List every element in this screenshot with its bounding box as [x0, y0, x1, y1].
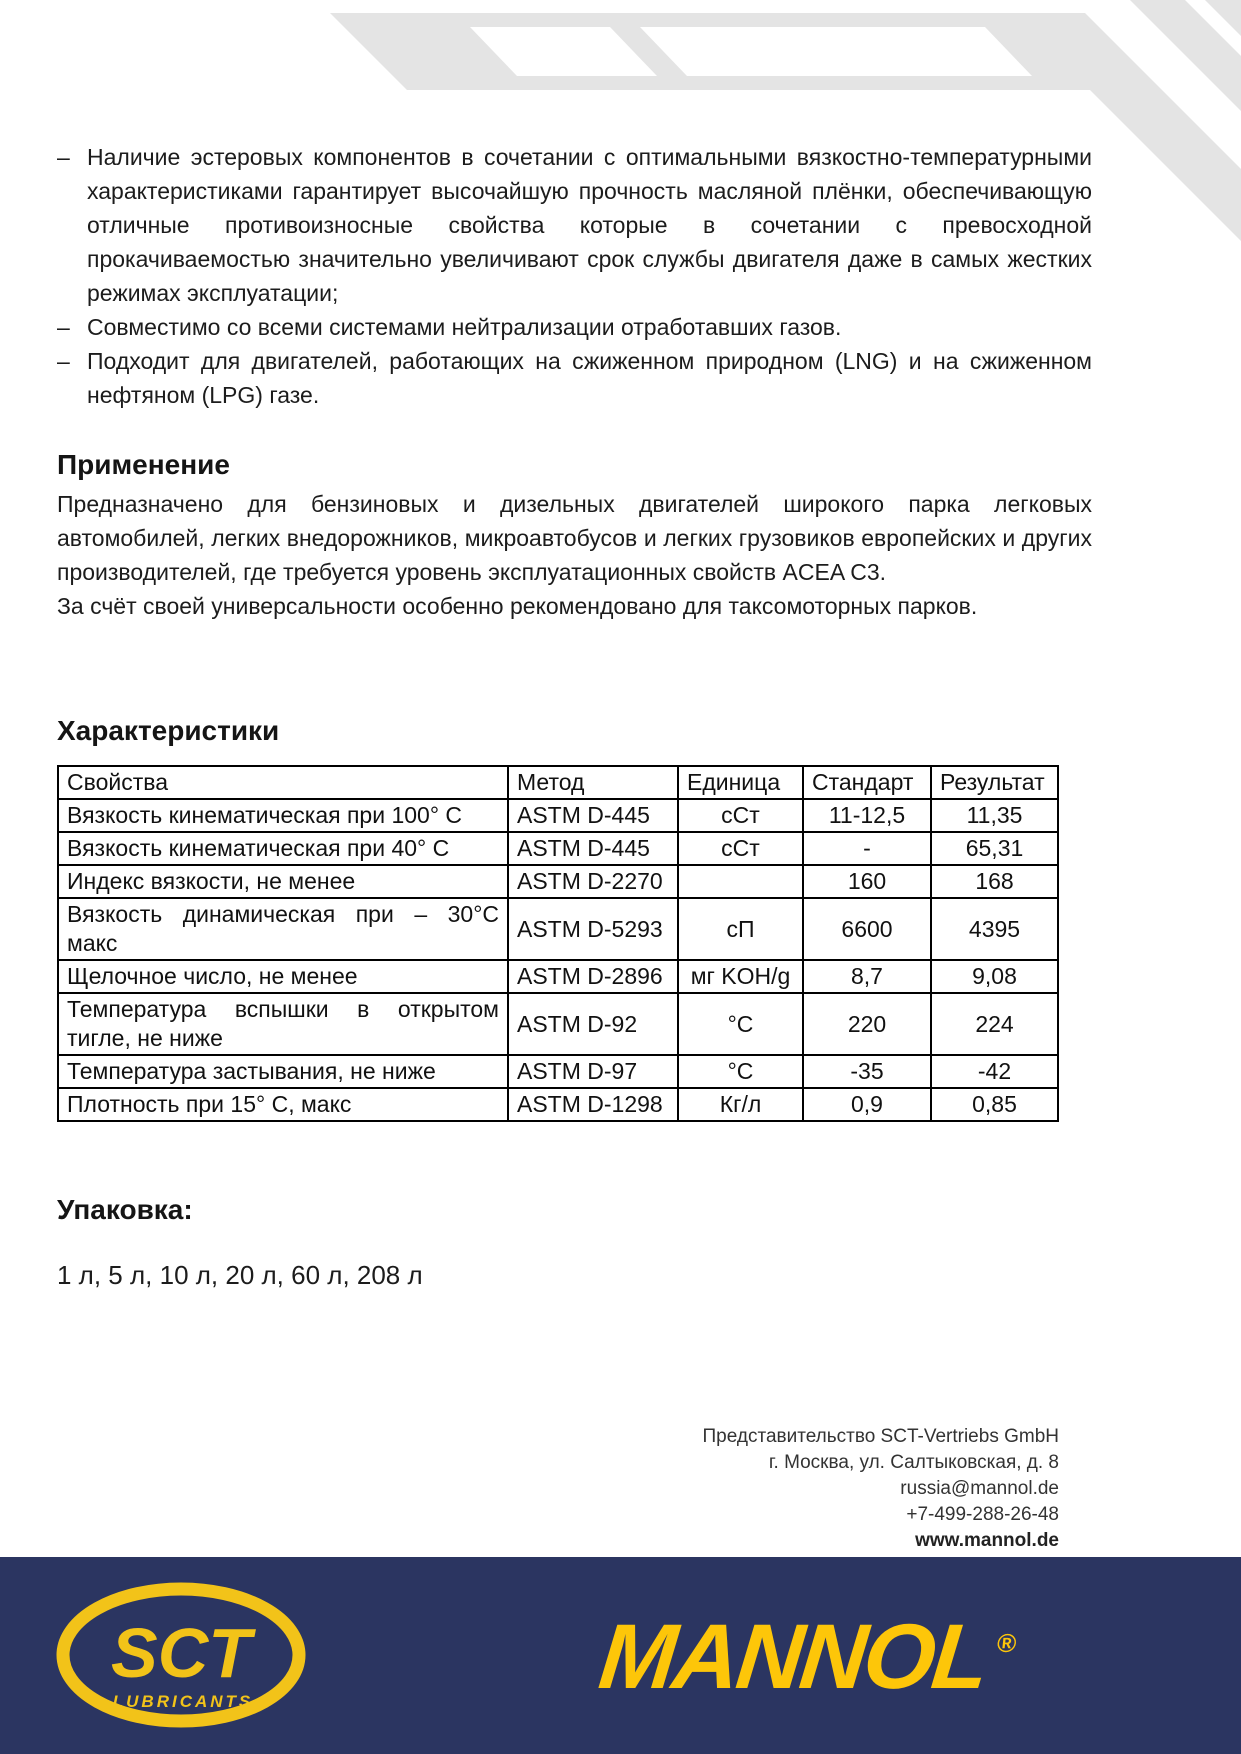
- phone-line: +7-499-288-26-48: [906, 1504, 1059, 1525]
- unit-cell: сП: [678, 898, 803, 960]
- standard-cell: 0,9: [803, 1088, 931, 1121]
- table-row: [58, 1088, 1058, 1121]
- unit-cell: [678, 865, 803, 898]
- property-cell: Температура застывания, не ниже: [58, 1055, 508, 1088]
- column-header: Метод: [508, 766, 678, 799]
- result-cell: 168: [931, 865, 1058, 898]
- website-line: www.mannol.de: [915, 1530, 1059, 1551]
- mannol-logo: [594, 1605, 1020, 1710]
- method-cell: ASTM D-92: [508, 993, 678, 1055]
- column-header: Единица: [678, 766, 803, 799]
- table-row: [58, 799, 1058, 832]
- list-item: [57, 310, 1092, 344]
- unit-cell: °C: [678, 993, 803, 1055]
- list-item: [57, 140, 1092, 310]
- standard-cell: 160: [803, 865, 931, 898]
- table-row: [58, 1055, 1058, 1088]
- property-cell: Вязкость кинематическая при 40° C: [58, 832, 508, 865]
- result-cell: -42: [931, 1055, 1058, 1088]
- bullet-dash: –: [57, 144, 70, 170]
- table-row: [58, 993, 1058, 1055]
- contact-block: [703, 1424, 1060, 1554]
- property-cell: Щелочное число, не менее: [58, 960, 508, 993]
- result-cell: 224: [931, 993, 1058, 1055]
- mannol-logo-text: MANNOL: [594, 1606, 992, 1708]
- unit-cell: сСт: [678, 799, 803, 832]
- table-row: [58, 898, 1058, 960]
- packaging-heading: Упаковка:: [57, 1194, 193, 1225]
- standard-cell: -: [803, 832, 931, 865]
- packaging-sizes: 1 л, 5 л, 10 л, 20 л, 60 л, 208 л: [57, 1260, 423, 1290]
- company-line: Представительство SCT-Vertriebs GmbH: [702, 1426, 1059, 1447]
- list-item: [57, 344, 1092, 412]
- application-heading: Применение: [57, 449, 230, 480]
- application-paragraph: Предназначено для бензиновых и дизельных двигателей широкого парка легковых автомобилей, легких внедорожников, микроавтобусов и легких грузовиков европейских и других производителей, где требуется уровень эксплуатационных свойств ACEA C3.: [57, 491, 1092, 585]
- property-cell: Температура вспышки в открытом тигле, не ниже: [58, 993, 508, 1055]
- method-cell: ASTM D-2896: [508, 960, 678, 993]
- result-cell: 4395: [931, 898, 1058, 960]
- standard-cell: -35: [803, 1055, 931, 1088]
- result-cell: 0,85: [931, 1088, 1058, 1121]
- sct-lubricants-logo: [52, 1581, 310, 1733]
- characteristics-heading: Характеристики: [57, 715, 280, 746]
- method-cell: ASTM D-5293: [508, 898, 678, 960]
- feature-list: [57, 140, 1092, 412]
- address-line: г. Москва, ул. Салтыковская, д. 8: [768, 1452, 1059, 1473]
- method-cell: ASTM D-445: [508, 799, 678, 832]
- standard-cell: 6600: [803, 898, 931, 960]
- unit-cell: сСт: [678, 832, 803, 865]
- method-cell: ASTM D-1298: [508, 1088, 678, 1121]
- sct-logo-text: SCT: [111, 1614, 251, 1692]
- brand-bar: [0, 1557, 1241, 1754]
- unit-cell: мг KOH/g: [678, 960, 803, 993]
- method-cell: ASTM D-2270: [508, 865, 678, 898]
- table-row: [58, 865, 1058, 898]
- registered-trademark-icon: ®: [995, 1628, 1018, 1658]
- column-header: Стандарт: [803, 766, 931, 799]
- property-cell: Вязкость кинематическая при 100° C: [58, 799, 508, 832]
- document-body: [57, 140, 1092, 1291]
- email-line: russia@mannol.de: [900, 1478, 1059, 1499]
- standard-cell: 220: [803, 993, 931, 1055]
- property-cell: Индекс вязкости, не менее: [58, 865, 508, 898]
- unit-cell: Кг/л: [678, 1088, 803, 1121]
- property-cell: Плотность при 15° C, макс: [58, 1088, 508, 1121]
- method-cell: ASTM D-445: [508, 832, 678, 865]
- feature-text: Наличие эстеровых компонентов в сочетании с оптимальными вязкостно-температурными характеристиками гарантирует высочайшую прочность масляной плёнки, обеспечивающую отличные противоизносные свойства которые в сочетании с превосходной прокачиваемостью значительно увеличивают срок службы двигателя даже в самых жестких режимах эксплуатации;: [87, 144, 1092, 306]
- bullet-dash: –: [57, 314, 70, 340]
- application-paragraph: За счёт своей универсальности особенно рекомендовано для таксомоторных парков.: [57, 593, 978, 619]
- result-cell: 9,08: [931, 960, 1058, 993]
- method-cell: ASTM D-97: [508, 1055, 678, 1088]
- sct-logo-subtext: LUBRICANTS: [112, 1692, 254, 1711]
- table-row: [58, 832, 1058, 865]
- column-header: Свойства: [58, 766, 508, 799]
- characteristics-table: [57, 765, 1059, 1122]
- unit-cell: °C: [678, 1055, 803, 1088]
- result-cell: 11,35: [931, 799, 1058, 832]
- property-cell: Вязкость динамическая при – 30°C макс: [58, 898, 508, 960]
- feature-text: Подходит для двигателей, работающих на сжиженном природном (LNG) и на сжиженном нефтяном (LPG) газе.: [87, 348, 1092, 408]
- bullet-dash: –: [57, 348, 70, 374]
- table-header-row: [58, 766, 1058, 799]
- result-cell: 65,31: [931, 832, 1058, 865]
- column-header: Результат: [931, 766, 1058, 799]
- table-row: [58, 960, 1058, 993]
- standard-cell: 11-12,5: [803, 799, 931, 832]
- standard-cell: 8,7: [803, 960, 931, 993]
- feature-text: Совместимо со всеми системами нейтрализации отработавших газов.: [87, 314, 842, 340]
